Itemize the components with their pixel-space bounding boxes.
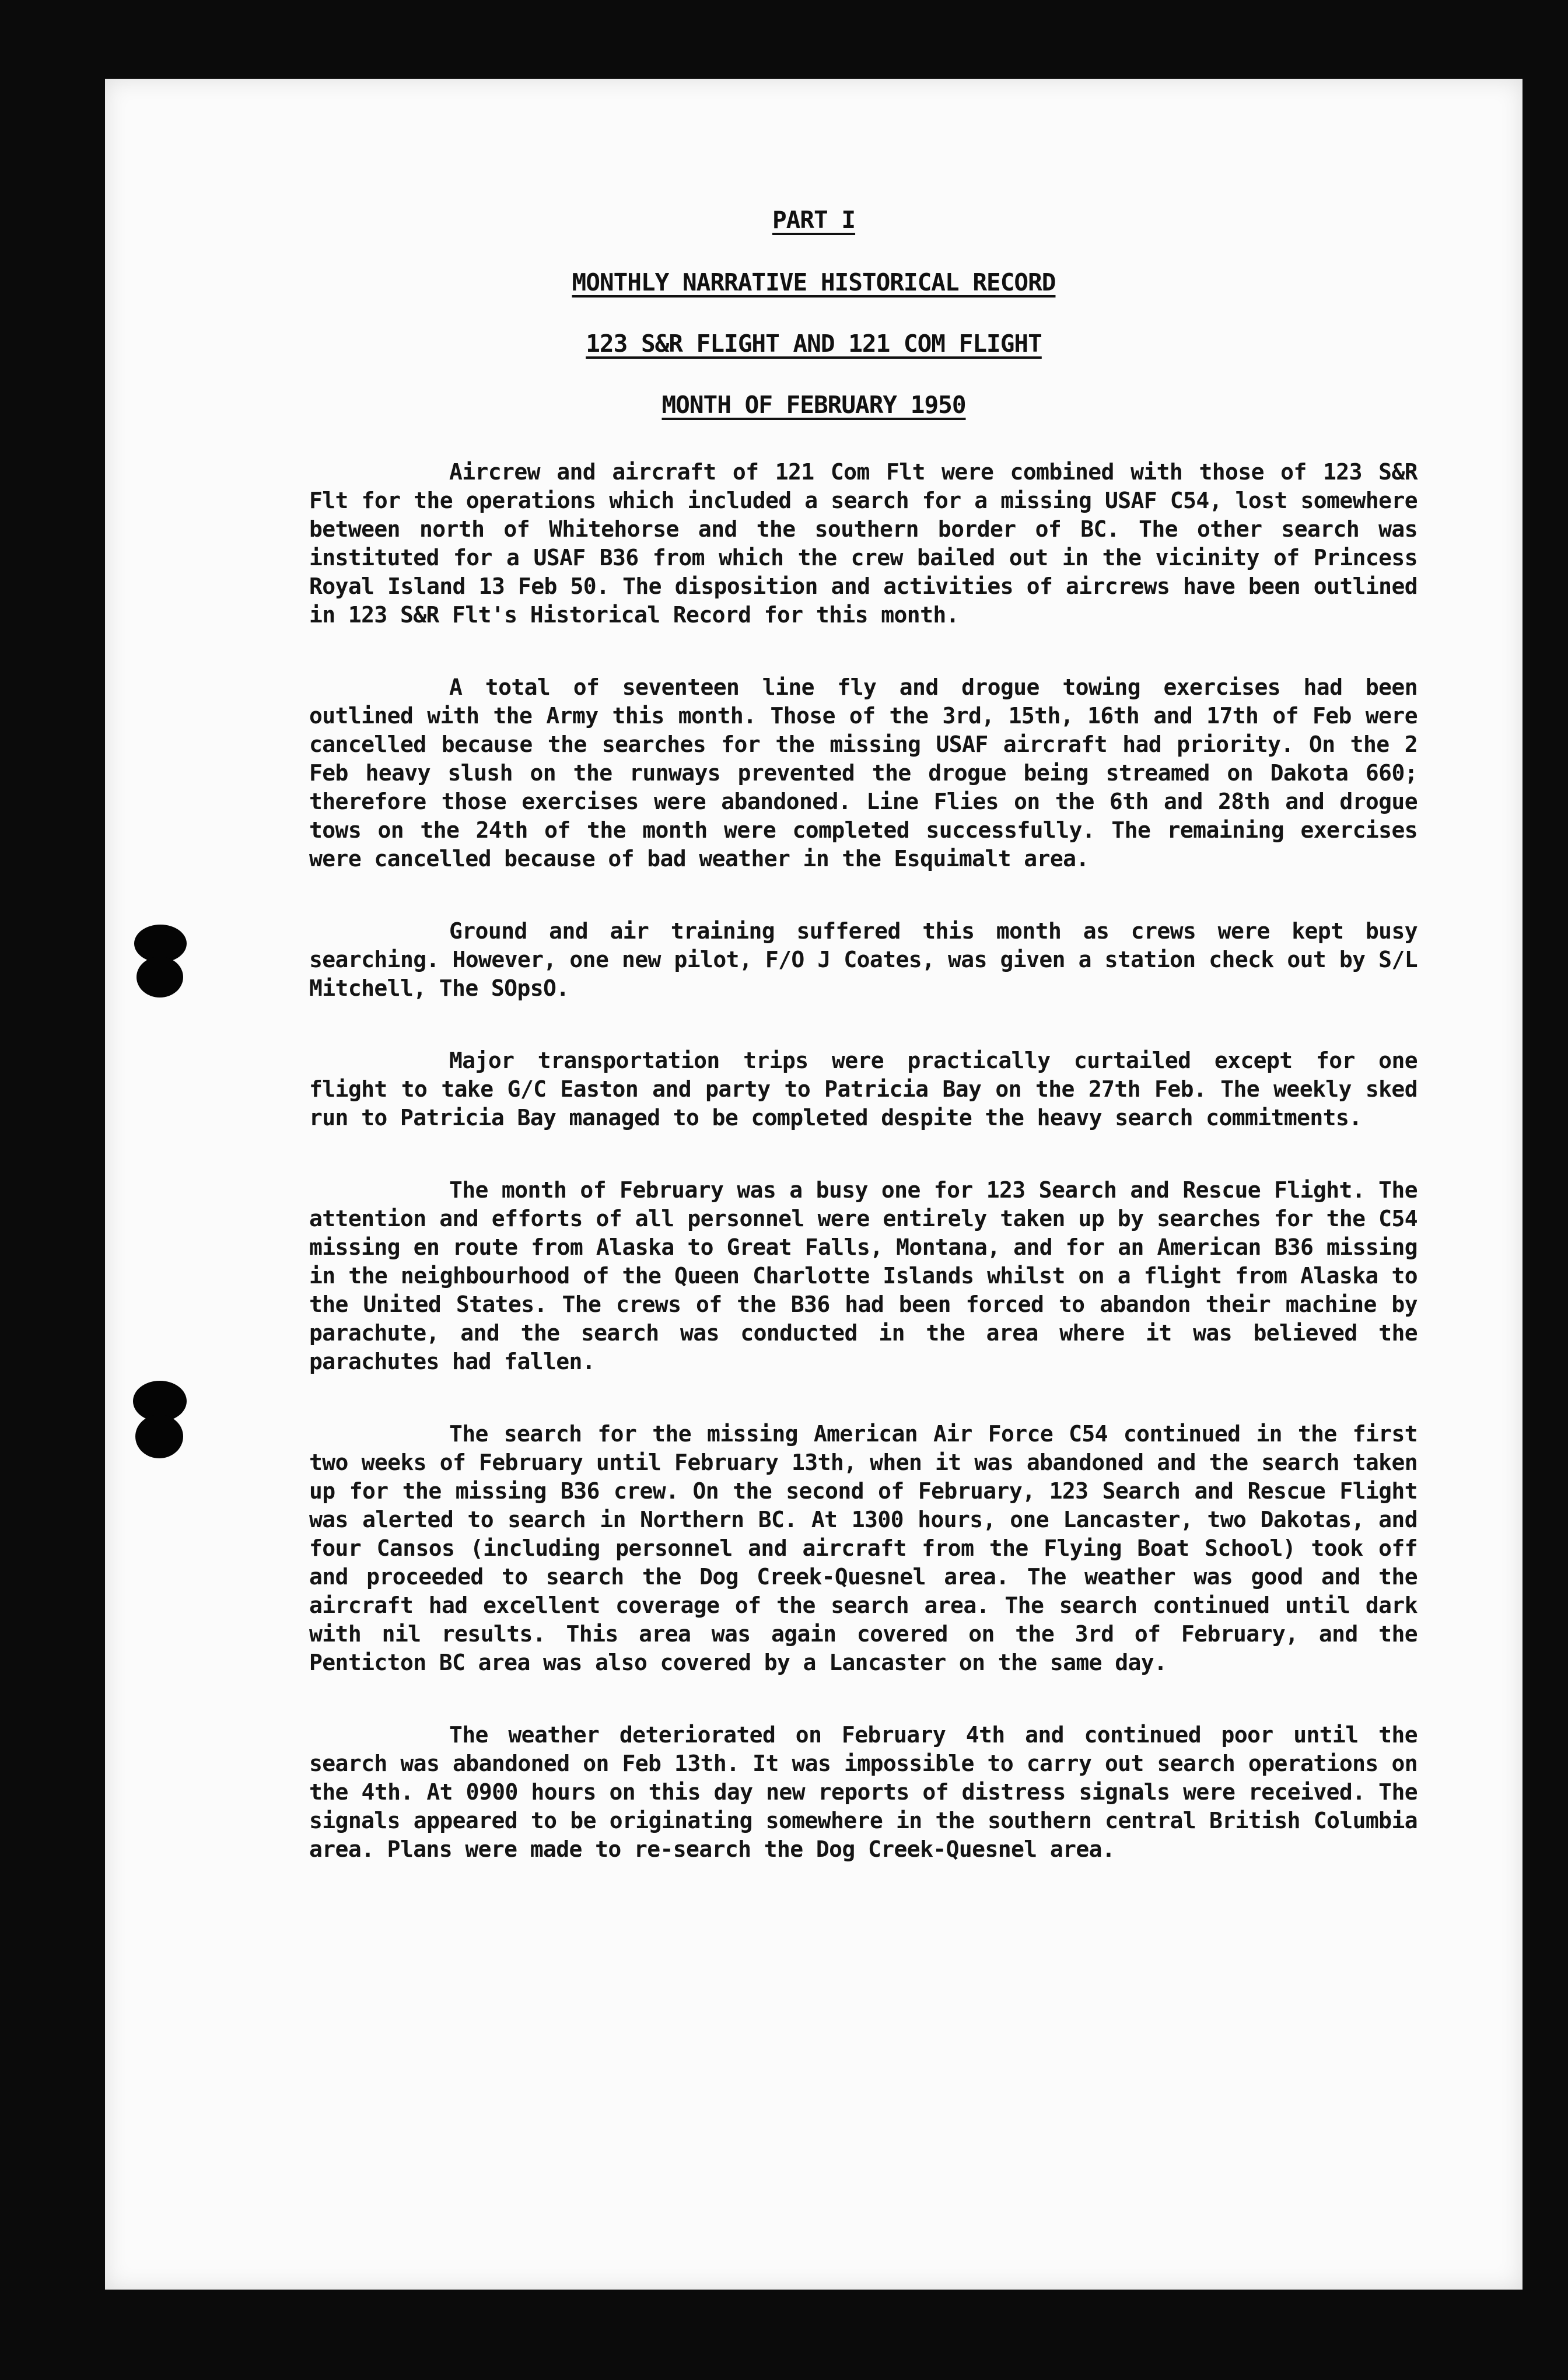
heading-part: PART I [772, 206, 856, 234]
document-page [105, 79, 1522, 2290]
punch-hole [135, 1415, 183, 1458]
heading-record-title: MONTHLY NARRATIVE HISTORICAL RECORD [572, 268, 1056, 296]
paragraph-4: Major transportation trips were practically curtailed except for one flight to take G/C Easton and party to Patricia Bay on the 27th Feb. The weekly sked run to Patricia Bay managed to be completed despite the heavy search commitments. [309, 1048, 1418, 1130]
paragraph-1: Aircrew and aircraft of 121 Com Flt were combined with those of 123 S&R Flt for the operations which included a search for a missing USAF C54, lost somewhere between north of Whitehorse and the southern border of BC. The other search was instituted for a USAF B36 from which the crew bailed out in the vicinity of Princess Royal Island 13 Feb 50. The disposition and activities of aircrews have been outlined in 123 S&R Flt's Historical Record for this month. [309, 459, 1418, 628]
heading-period: MONTH OF FEBRUARY 1950 [662, 391, 966, 419]
document-body [309, 458, 1418, 1908]
heading-units: 123 S&R FLIGHT AND 121 COM FLIGHT [586, 330, 1042, 358]
paragraph-3: Ground and air training suffered this month as crews were kept busy searching. However, one new pilot, F/O J Coates, was given a station check out by S/L Mitchell, The SOpsO. [309, 918, 1418, 1001]
punch-hole [136, 957, 183, 998]
paragraph-6: The search for the missing American Air Force C54 continued in the first two weeks of February until February 13th, when it was abandoned and the search taken up for the missing B36 crew. On the second of February, 123 Search and Rescue Flight was alerted to search in Northern BC. At 1300 hours, one Lancaster, two Dakotas, and four Cansos (including personnel and aircraft from the Flying Boat School) took off and proceeded to search the Dog Creek-Quesnel area. The weather was good and the aircraft had excellent coverage of the search area. The search continued until dark with nil results. This area was again covered on the 3rd of February, and the Penticton BC area was also covered by a Lancaster on the same day. [309, 1421, 1418, 1675]
paragraph-5: The month of February was a busy one for 123 Search and Rescue Flight. The attention and efforts of all personnel were entirely taken up by searches for the C54 missing en route from Alaska to Great Falls, Montana, and for an American B36 missing in the neighbourhood of the Queen Charlotte Islands whilst on a flight from Alaska to the United States. The crews of the B36 had been forced to abandon their machine by parachute, and the search was conducted in the area where it was believed the parachutes had fallen. [309, 1177, 1418, 1374]
paragraph-2: A total of seventeen line fly and drogue towing exercises had been outlined with the Army this month. Those of the 3rd, 15th, 16th and 17th of Feb were cancelled because the searches for the missing USAF aircraft had priority. On the 2 Feb heavy slush on the runways prevented the drogue being streamed on Dakota 660; therefore those exercises were abandoned. Line Flies on the 6th and 28th and drogue tows on the 24th of the month were completed successfully. The remaining exercises were cancelled because of bad weather in the Esquimalt area. [309, 674, 1418, 872]
paragraph-7: The weather deteriorated on February 4th and continued poor until the search was abandoned on Feb 13th. It was impossible to carry out search operations on the 4th. At 0900 hours on this day new reports of distress signals were received. The signals appeared to be originating somewhere in the southern central British Columbia area. Plans were made to re-search the Dog Creek-Quesnel area. [309, 1722, 1418, 1862]
